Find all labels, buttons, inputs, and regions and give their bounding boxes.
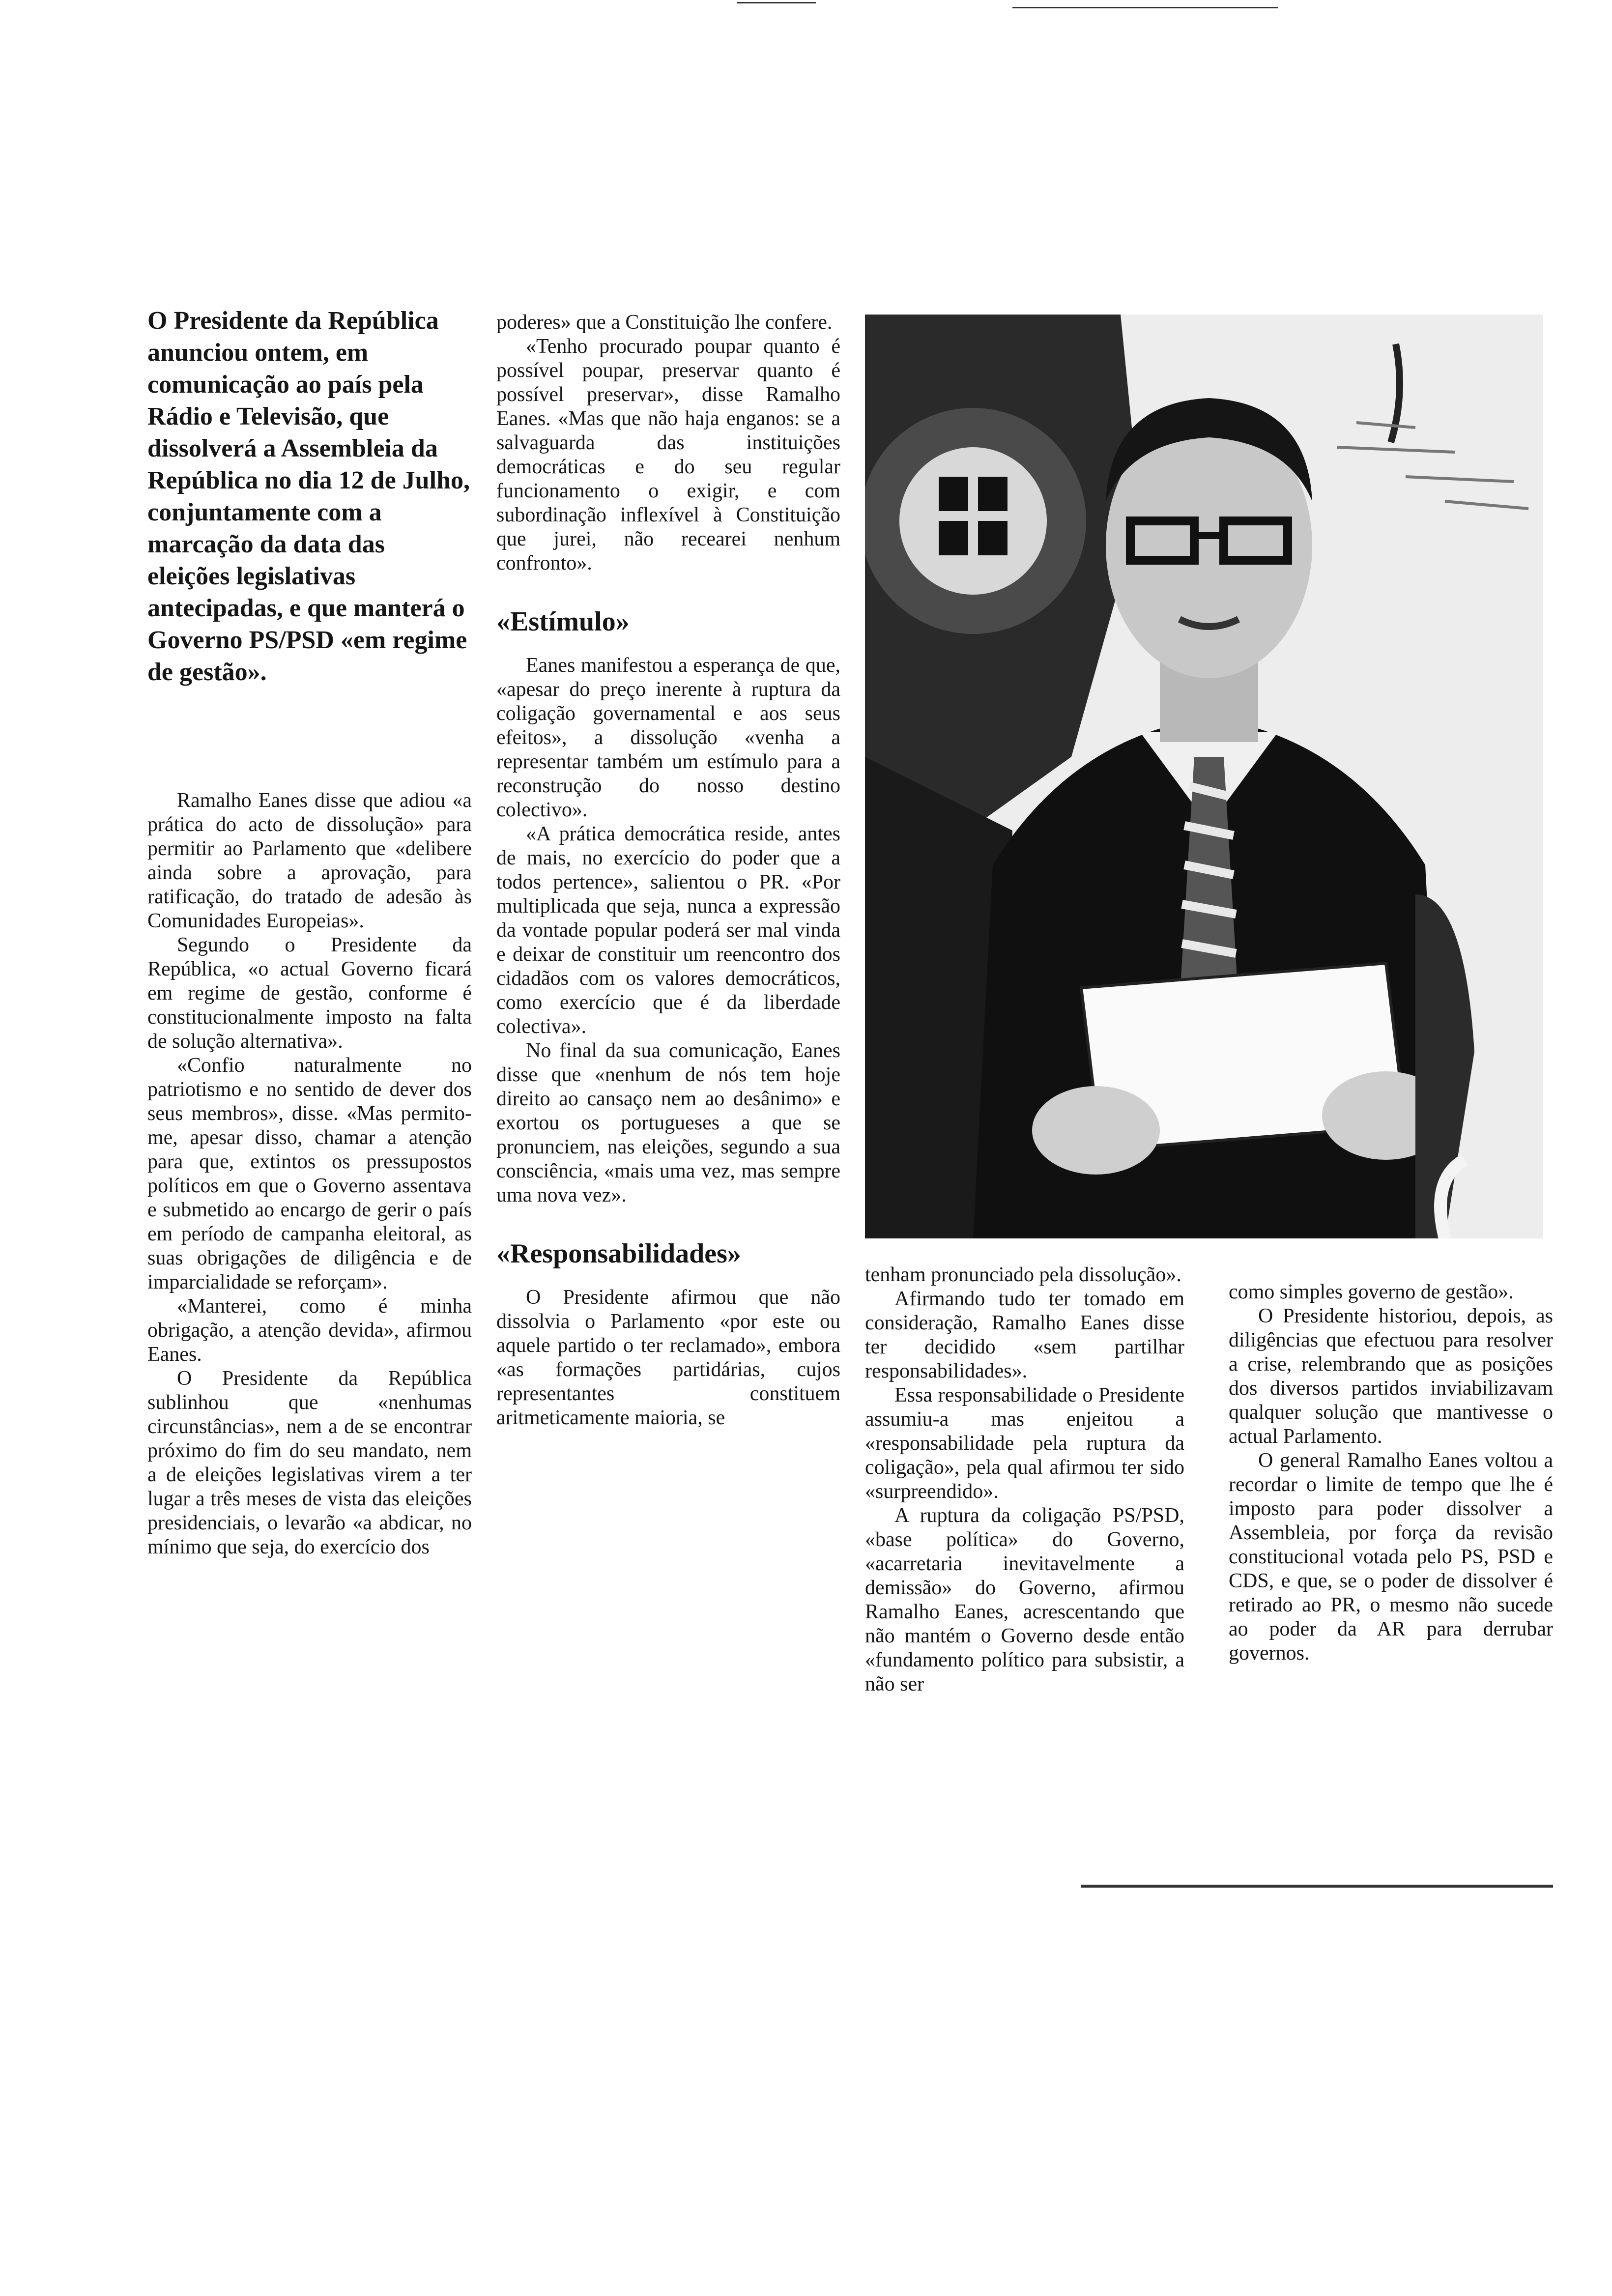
- col1-paragraph: Segundo o Presidente da República, «o actual Governo ficará em regime de gestão, conforme é constitucionalmente imposto na falta de solução alternativa».: [147, 934, 472, 1053]
- top-scan-rule-left: [737, 2, 816, 3]
- subheading-estimulo: «Estímulo»: [496, 606, 630, 637]
- column-2: [496, 311, 840, 1430]
- president-photo: [865, 315, 1543, 1238]
- col2-paragraph: No final da sua comunicação, Eanes disse que «nenhum de nós tem hoje direito ao cansaço nem ao desânimo» e exortou os portugueses a que se pronunciem, nas eleições, segundo a sua consciência, «mais uma vez, mas sempre uma nova vez».: [496, 1039, 840, 1206]
- article-end-rule: [1081, 1885, 1553, 1888]
- col4-paragraph: O Presidente historiou, depois, as diligências que efectuou para resolver a crise, relembrando que as posições dos diversos partidos inviabilizavam qualquer solução que mantivesse o actual Parlamento.: [1229, 1305, 1553, 1448]
- col1-paragraph: «Confio naturalmente no patriotismo e no sentido de dever dos seus membros», disse. «Mas permito-me, apesar disso, chamar a atenção para que, extintos os pressupostos políticos em que o Governo assentava e submetido ao encargo de gerir o país em período de campanha eleitoral, as suas obrigações de diligência e de imparcialidade se reforçam».: [147, 1054, 472, 1293]
- col4-paragraph: O general Ramalho Eanes voltou a recordar o limite de tempo que lhe é imposto para poder dissolver a Assembleia, por força da revisão constitucional votada pelo PS, PSD e CDS, e que, se o poder de dissolver é retirado ao PR, o mesmo não sucede ao poder da AR para derrubar governos.: [1229, 1449, 1553, 1665]
- top-scan-rule-right: [1012, 7, 1278, 8]
- col2-paragraph: «Tenho procurado poupar quanto é possível poupar, preservar quanto é possível preservar», disse Ramalho Eanes. «Mas que não haja enganos: se a salvaguarda das instituições democráticas e do seu regular funcionamento o exigir, e com subordinação inflexível à Constituição que jurei, não recearei nenhum confronto».: [496, 335, 840, 574]
- president-portrait-icon: [865, 315, 1543, 1238]
- col3-paragraph: Afirmando tudo ter tomado em consideração, Ramalho Eanes disse ter decidido «sem partilhar responsabilidades».: [865, 1288, 1184, 1382]
- col2-paragraph: O Presidente afirmou que não dissolvia o Parlamento «por este ou aquele partido o ter reclamado», embora «as formações partidárias, cujos representantes constituem aritmeticamente maioria, se: [496, 1286, 840, 1429]
- col1-paragraph: Ramalho Eanes disse que adiou «a prática do acto de dissolução» para permitir ao Parlamento que «delibere ainda sobre a aprovação, para ratificação, do tratado de adesão às Comunidades Europeias».: [147, 789, 472, 932]
- col3-paragraph: tenham pronunciado pela dissolução».: [865, 1263, 1181, 1286]
- column-1: [147, 789, 472, 1559]
- col3-paragraph: Essa responsabilidade o Presidente assumiu-a mas enjeitou a «responsabilidade pela ruptura da coligação», pela qual afirmou ter sido «surpreendido».: [865, 1384, 1184, 1503]
- column-3: [865, 1263, 1184, 1696]
- col1-paragraph: O Presidente da República sublinhou que «nenhumas circunstâncias», nem a de se encontrar próximo do fim do seu mandato, nem a de eleições legislativas virem a ter lugar a três meses de vista das eleições presidenciais, o levarão «a abdicar, no mínimo que seja, do exercício dos: [147, 1367, 472, 1558]
- col2-paragraph: poderes» que a Constituição lhe confere.: [496, 311, 833, 334]
- col2-paragraph: «A prática democrática reside, antes de mais, no exercício do poder que a todos pertence», salientou o PR. «Por multiplicada que seja, nunca a expressão da vontade popular poderá ser mal vinda e deixar de constituir um reencontro dos cidadãos com os valores democráticos, como exercício que é da liberdade colectiva».: [496, 823, 840, 1038]
- col2-paragraph: Eanes manifestou a esperança de que, «apesar do preço inerente à ruptura da coligação governamental e aos seus efeitos», a dissolução «venha a representar também um estímulo para a reconstrução do nosso destino colectivo».: [496, 654, 840, 821]
- col4-paragraph: como simples governo de gestão».: [1229, 1281, 1514, 1303]
- col3-paragraph: A ruptura da coligação PS/PSD, «base política» do Governo, «acarretaria inevitavelmente a demissão» do Governo, afirmou Ramalho Eanes, acrescentando que não mantém o Governo desde então «fundamento político para subsistir, a não ser: [865, 1504, 1184, 1695]
- article-lead: O Presidente da República anunciou ontem, em comunicação ao país pela Rádio e Televisão, que dissolverá a Assembleia da República no dia 12 de Julho, conjuntamente com a marcação da data das eleições legislativas antecipadas, e que manterá o Governo PS/PSD «em regime de gestão».: [147, 307, 470, 686]
- col1-paragraph: «Manterei, como é minha obrigação, a atenção devida», afirmou Eanes.: [147, 1295, 472, 1366]
- column-4: [1229, 1280, 1553, 1665]
- subheading-responsabilidades: «Responsabilidades»: [496, 1238, 741, 1269]
